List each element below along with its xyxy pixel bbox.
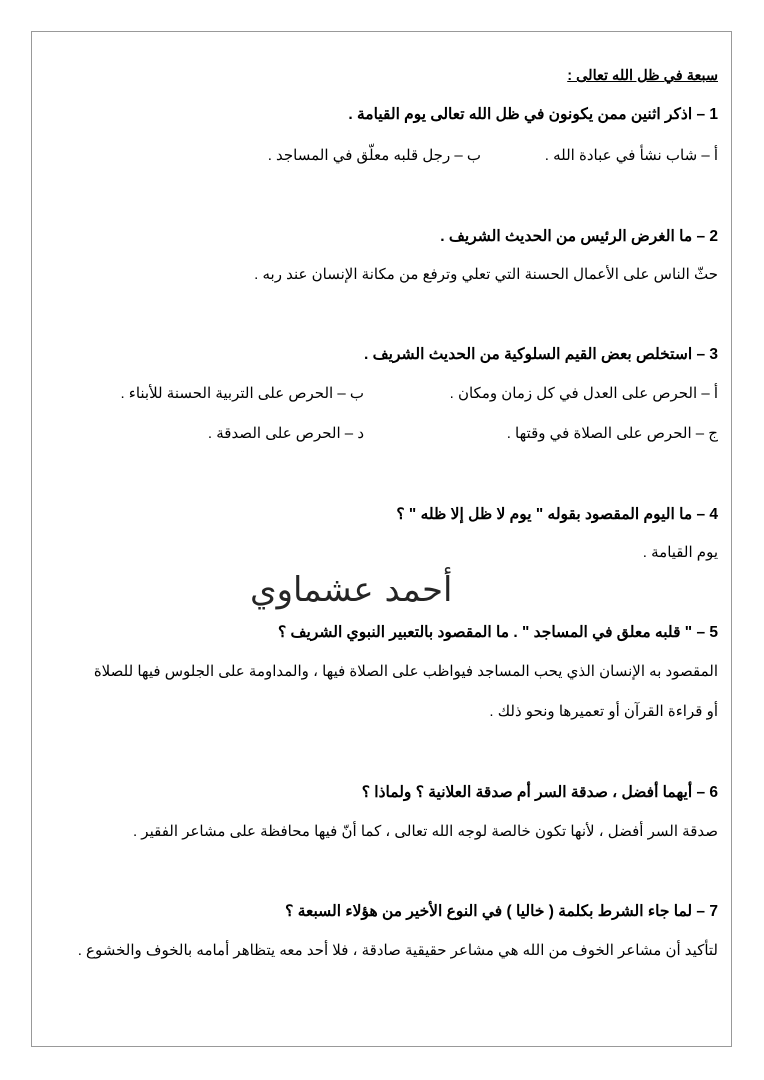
question-2: 2 – ما الغرض الرئيس من الحديث الشريف . bbox=[440, 228, 718, 245]
answer-6: صدقة السر أفضل ، لأنها تكون خالصة لوجه الله تعالى ، كما أنّ فيها محافظة على مشاعر الفقير . bbox=[132, 823, 718, 840]
author-watermark: أحمد عشماوي bbox=[250, 570, 453, 610]
question-3: 3 – استخلص بعض القيم السلوكية من الحديث الشريف . bbox=[364, 346, 718, 363]
question-1: 1 – اذكر اثنين ممن يكونون في ظل الله تعالى يوم القيامة . bbox=[348, 106, 718, 123]
answer-3c: ج – الحرص على الصلاة في وقتها . bbox=[506, 425, 718, 442]
answer-2: حثّ الناس على الأعمال الحسنة التي تعلي وترفع من مكانة الإنسان عند ربه . bbox=[254, 266, 718, 283]
answer-3a: أ – الحرص على العدل في كل زمان ومكان . bbox=[449, 385, 718, 402]
answer-7: لتأكيد أن مشاعر الخوف من الله هي مشاعر حقيقية صادقة ، فلا أحد معه يتظاهر أمامه بالخوف والخشوع . bbox=[77, 942, 718, 959]
question-4: 4 – ما اليوم المقصود بقوله " يوم لا ظل إلا ظله " ؟ bbox=[396, 506, 718, 523]
question-6: 6 – أيهما أفضل ، صدقة السر أم صدقة العلانية ؟ ولماذا ؟ bbox=[361, 784, 718, 801]
answer-1b: ب – رجل قلبه معلّق في المساجد . bbox=[267, 147, 481, 164]
answer-5-line1: المقصود به الإنسان الذي يحب المساجد فيواظب على الصلاة فيها ، والمداومة على الجلوس فيها للصلاة bbox=[93, 663, 718, 680]
answer-1a: أ – شاب نشأ في عبادة الله . bbox=[544, 147, 718, 164]
page-border bbox=[31, 31, 732, 1047]
question-5: 5 – " قلبه معلق في المساجد " . ما المقصود بالتعبير النبوي الشريف ؟ bbox=[277, 624, 718, 641]
section-title: سبعة في ظل الله تعالى : bbox=[567, 68, 718, 84]
answer-4: يوم القيامة . bbox=[642, 544, 718, 561]
answer-3d: د – الحرص على الصدقة . bbox=[207, 425, 364, 442]
answer-3b: ب – الحرص على التربية الحسنة للأبناء . bbox=[120, 385, 364, 402]
question-7: 7 – لما جاء الشرط بكلمة ( خاليا ) في النوع الأخير من هؤلاء السبعة ؟ bbox=[285, 903, 718, 920]
answer-5-line2: أو قراءة القرآن أو تعميرها ونحو ذلك . bbox=[489, 703, 718, 720]
